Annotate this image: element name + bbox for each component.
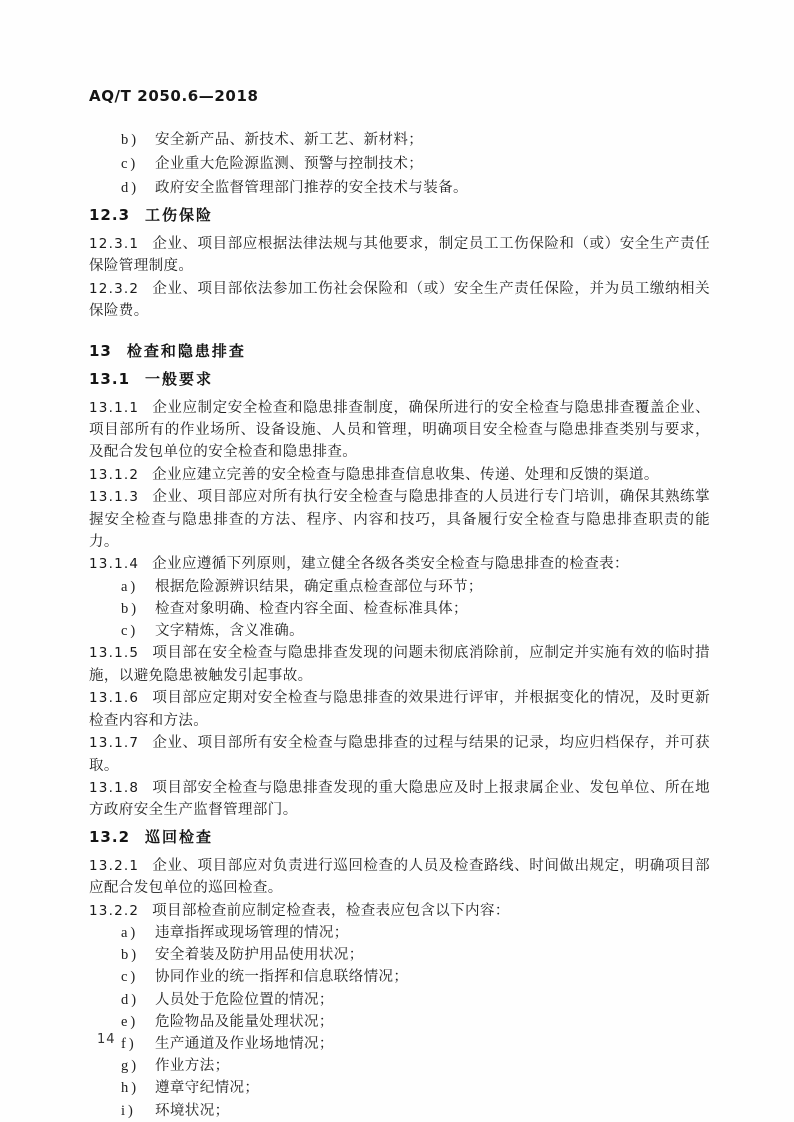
clause-text: 项目部安全检查与隐患排查发现的重大隐患应及时上报隶属企业、发包单位、所在地方政府安全生产监督管理部门。	[89, 779, 710, 819]
clause-paragraph	[89, 900, 710, 922]
list-item	[89, 576, 710, 598]
clause-number: 13.2.2	[89, 902, 140, 919]
list-item-label: g)	[121, 1058, 140, 1075]
list-item-label: h)	[121, 1080, 140, 1097]
section-number: 13	[89, 341, 112, 360]
list-item	[89, 989, 710, 1011]
list-item-label: b)	[121, 947, 140, 964]
list-item-label: f)	[121, 1035, 137, 1052]
list-item-text: 环境状况；	[155, 1102, 230, 1119]
clause-paragraph	[89, 486, 710, 553]
clause-paragraph	[89, 553, 710, 575]
clause-number: 13.1.3	[89, 489, 140, 506]
list-item-label: a)	[121, 924, 139, 941]
section-heading	[89, 371, 710, 388]
clause-number: 13.1.8	[89, 779, 140, 796]
clause-paragraph	[89, 777, 710, 822]
page-number: 14	[97, 1032, 116, 1047]
list-item-label: c)	[121, 623, 139, 640]
list-item	[89, 1011, 710, 1033]
list-item	[89, 1077, 710, 1099]
clause-paragraph	[89, 642, 710, 687]
list-item	[89, 620, 710, 642]
clause-paragraph	[89, 233, 710, 278]
list-item-label: c)	[121, 969, 139, 986]
list-item-label: d)	[121, 180, 140, 196]
clause-number: 13.1.2	[89, 466, 140, 483]
list-item-label: c)	[121, 156, 139, 172]
list-item-label: d)	[121, 991, 140, 1008]
clause-paragraph	[89, 278, 710, 323]
clause-text: 企业、项目部应对负责进行巡回检查的人员及检查路线、时间做出规定，明确项目部应配合发包单位的巡回检查。	[89, 857, 710, 897]
section-title: 巡回检查	[145, 827, 214, 846]
list-item-label: i)	[121, 1102, 136, 1119]
clause-number: 12.3.1	[89, 236, 140, 252]
clause-number: 13.2.1	[89, 857, 140, 874]
list-item-text: 人员处于危险位置的情况；	[155, 991, 334, 1008]
list-item-text: 生产通道及作业场地情况；	[155, 1035, 334, 1052]
section-heading	[89, 829, 710, 846]
clause-text: 企业应遵循下列原则，建立健全各级各类安全检查与隐患排查的检查表：	[152, 556, 629, 573]
list-item-text: 政府安全监督管理部门推荐的安全技术与装备。	[155, 180, 468, 196]
list-item-text: 安全新产品、新技术、新工艺、新材料；	[155, 132, 424, 148]
list-item	[89, 944, 710, 966]
list-item-text: 安全着装及防护用品使用状况；	[155, 947, 364, 964]
section-title: 检查和隐患排查	[126, 341, 246, 360]
list-item	[89, 966, 710, 988]
list-item-text: 协同作业的统一指挥和信息联络情况；	[155, 969, 409, 986]
clause-paragraph	[89, 855, 710, 900]
clause-text: 项目部在安全检查与隐患排查发现的问题未彻底消除前，应制定并实施有效的临时措施，以避免隐患被触发引起事故。	[89, 645, 710, 684]
clause-number: 13.1.7	[89, 735, 140, 752]
clause-text: 企业、项目部应根据法律法规与其他要求，制定员工工伤保险和（或）安全生产责任保险管理制度。	[89, 236, 710, 275]
clause-text: 企业应制定安全检查和隐患排查制度，确保所进行的安全检查与隐患排查覆盖企业、项目部所有的作业场所、设备设施、人员和管理，明确项目安全检查与隐患排查类别与要求，及配合发包单位的安全检查和隐患排查。	[89, 399, 710, 461]
section-number: 13.1	[89, 369, 131, 388]
section-number: 13.2	[89, 827, 131, 846]
list-item-text: 检查对象明确、检查内容全面、检查标准具体；	[155, 601, 468, 618]
clause-paragraph	[89, 464, 710, 486]
list-item	[89, 1100, 710, 1122]
list-item-label: a)	[121, 578, 139, 595]
list-item-label: e)	[121, 1013, 139, 1030]
list-item-text: 遵章守纪情况；	[155, 1080, 260, 1097]
list-item	[89, 1055, 710, 1077]
section-heading	[89, 207, 710, 224]
list-item	[89, 128, 710, 152]
clause-number: 12.3.2	[89, 280, 140, 297]
list-item-label: b)	[121, 132, 140, 148]
list-item-text: 根据危险源辨识结果，确定重点检查部位与环节；	[155, 578, 483, 595]
list-item	[89, 152, 710, 176]
list-item-text: 危险物品及能量处理状况；	[155, 1013, 334, 1030]
clause-text: 企业应建立完善的安全检查与隐患排查信息收集、传递、处理和反馈的渠道。	[152, 466, 659, 483]
list-item	[89, 598, 710, 620]
section-title: 一般要求	[145, 369, 214, 388]
clause-text: 项目部检查前应制定检查表，检查表应包含以下内容：	[152, 902, 510, 919]
list-item-text: 企业重大危险源监测、预警与控制技术；	[155, 156, 424, 172]
list-item	[89, 922, 710, 944]
clause-number: 13.1.4	[89, 556, 140, 573]
running-header-standard-number: AQ/T 2050.6—2018	[89, 87, 259, 105]
list-item	[89, 176, 710, 200]
section-number: 12.3	[89, 206, 131, 224]
list-item-text: 作业方法；	[155, 1058, 230, 1075]
clause-number: 13.1.5	[89, 645, 140, 662]
list-item-text: 文字精炼，含义准确。	[155, 623, 304, 640]
clause-number: 13.1.1	[89, 399, 140, 416]
clause-number: 13.1.6	[89, 690, 140, 707]
list-item-text: 违章指挥或现场管理的情况；	[155, 924, 349, 941]
clause-paragraph	[89, 732, 710, 777]
clause-text: 企业、项目部依法参加工伤社会保险和（或）安全生产责任保险，并为员工缴纳相关保险费。	[89, 280, 710, 320]
clause-text: 企业、项目部应对所有执行安全检查与隐患排查的人员进行专门培训，确保其熟练掌握安全检查与隐患排查的方法、程序、内容和技巧，具备履行安全检查与隐患排查职责的能力。	[89, 489, 710, 551]
section-title: 工伤保险	[145, 206, 214, 224]
clause-text: 项目部应定期对安全检查与隐患排查的效果进行评审，并根据变化的情况，及时更新检查内容和方法。	[89, 690, 710, 729]
list-item-label: b)	[121, 601, 140, 618]
clause-paragraph	[89, 397, 710, 464]
list-item	[89, 1033, 710, 1055]
clause-paragraph	[89, 687, 710, 732]
section-heading	[89, 343, 710, 360]
clause-text: 企业、项目部所有安全检查与隐患排查的过程与结果的记录，均应归档保存，并可获取。	[89, 735, 710, 774]
document-body	[89, 128, 710, 1122]
